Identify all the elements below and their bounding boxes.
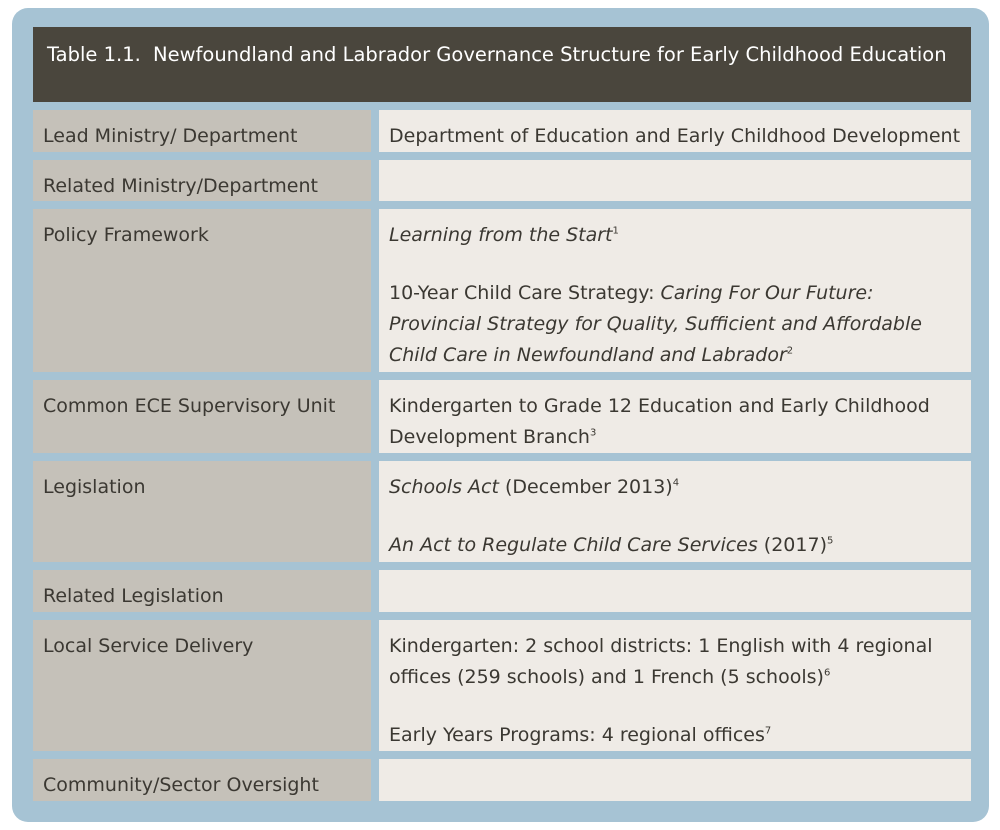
table-title-bar [33, 27, 971, 102]
row-label-lead-ministry: Lead Ministry/ Department [33, 110, 371, 152]
footnote-ref: 4 [672, 477, 680, 489]
footnote-ref: 3 [589, 427, 597, 439]
row-value-related-legislation [379, 570, 971, 612]
early-years-delivery-text: Early Years Programs: 4 regional offices [389, 724, 765, 746]
row-label-related-legislation: Related Legislation [33, 570, 371, 612]
row-label-sector-oversight: Community/Sector Oversight [33, 759, 371, 801]
lead-ministry-text: Department of Education and Early Childhood Development [389, 125, 961, 147]
policy-paragraph-1 [389, 220, 961, 251]
row-label-local-service-delivery: Local Service Delivery [33, 620, 371, 751]
kindergarten-delivery-text: Kindergarten: 2 school districts: 1 English with 4 regional offices (259 schools) and 1 French (5 schools) [389, 635, 933, 688]
table-number: Table 1.1. [47, 43, 141, 66]
row-value-legislation [379, 461, 971, 562]
policy-title-2: Caring For Our Future: Provincial Strategy for Quality, Sufficient and Affordable Child Care in Newfoundland and Labrador [389, 282, 922, 366]
policy-title-1: Learning from the Start [389, 224, 613, 246]
row-label-policy-framework: Policy Framework [33, 209, 371, 372]
row-label-legislation: Legislation [33, 461, 371, 562]
row-label-related-ministry: Related Ministry/Department [33, 160, 371, 201]
row-value-sector-oversight [379, 759, 971, 801]
local-delivery-paragraph-1 [389, 631, 961, 693]
legislation-paragraph-1 [389, 472, 961, 503]
policy-strategy-prefix: 10-Year Child Care Strategy: [389, 282, 661, 304]
row-value-related-ministry [379, 160, 971, 201]
row-value-lead-ministry [379, 110, 971, 152]
local-delivery-paragraph-2 [389, 720, 961, 751]
footnote-ref: 1 [612, 225, 619, 237]
legislation-date-2: (2017) [757, 534, 827, 556]
policy-paragraph-2 [389, 278, 961, 371]
legislation-paragraph-2 [389, 530, 961, 561]
table-title: Newfoundland and Labrador Governance Structure for Early Childhood Education [153, 43, 947, 66]
footnote-ref: 5 [826, 535, 834, 547]
legislation-title-2: An Act to Regulate Child Care Services [389, 534, 758, 556]
footnote-ref: 2 [786, 345, 794, 357]
row-value-local-service-delivery [379, 620, 971, 751]
row-value-supervisory-unit [379, 380, 971, 453]
supervisory-unit-name: Kindergarten to Grade 12 Education and Early Childhood Development Branch [389, 395, 930, 448]
legislation-title-1: Schools Act [389, 476, 499, 498]
row-value-policy-framework [379, 209, 971, 372]
row-label-supervisory-unit: Common ECE Supervisory Unit [33, 380, 371, 453]
footnote-ref: 6 [823, 667, 831, 679]
footnote-ref: 7 [764, 725, 772, 737]
supervisory-unit-text [389, 391, 961, 453]
legislation-date-1: (December 2013) [498, 476, 673, 498]
